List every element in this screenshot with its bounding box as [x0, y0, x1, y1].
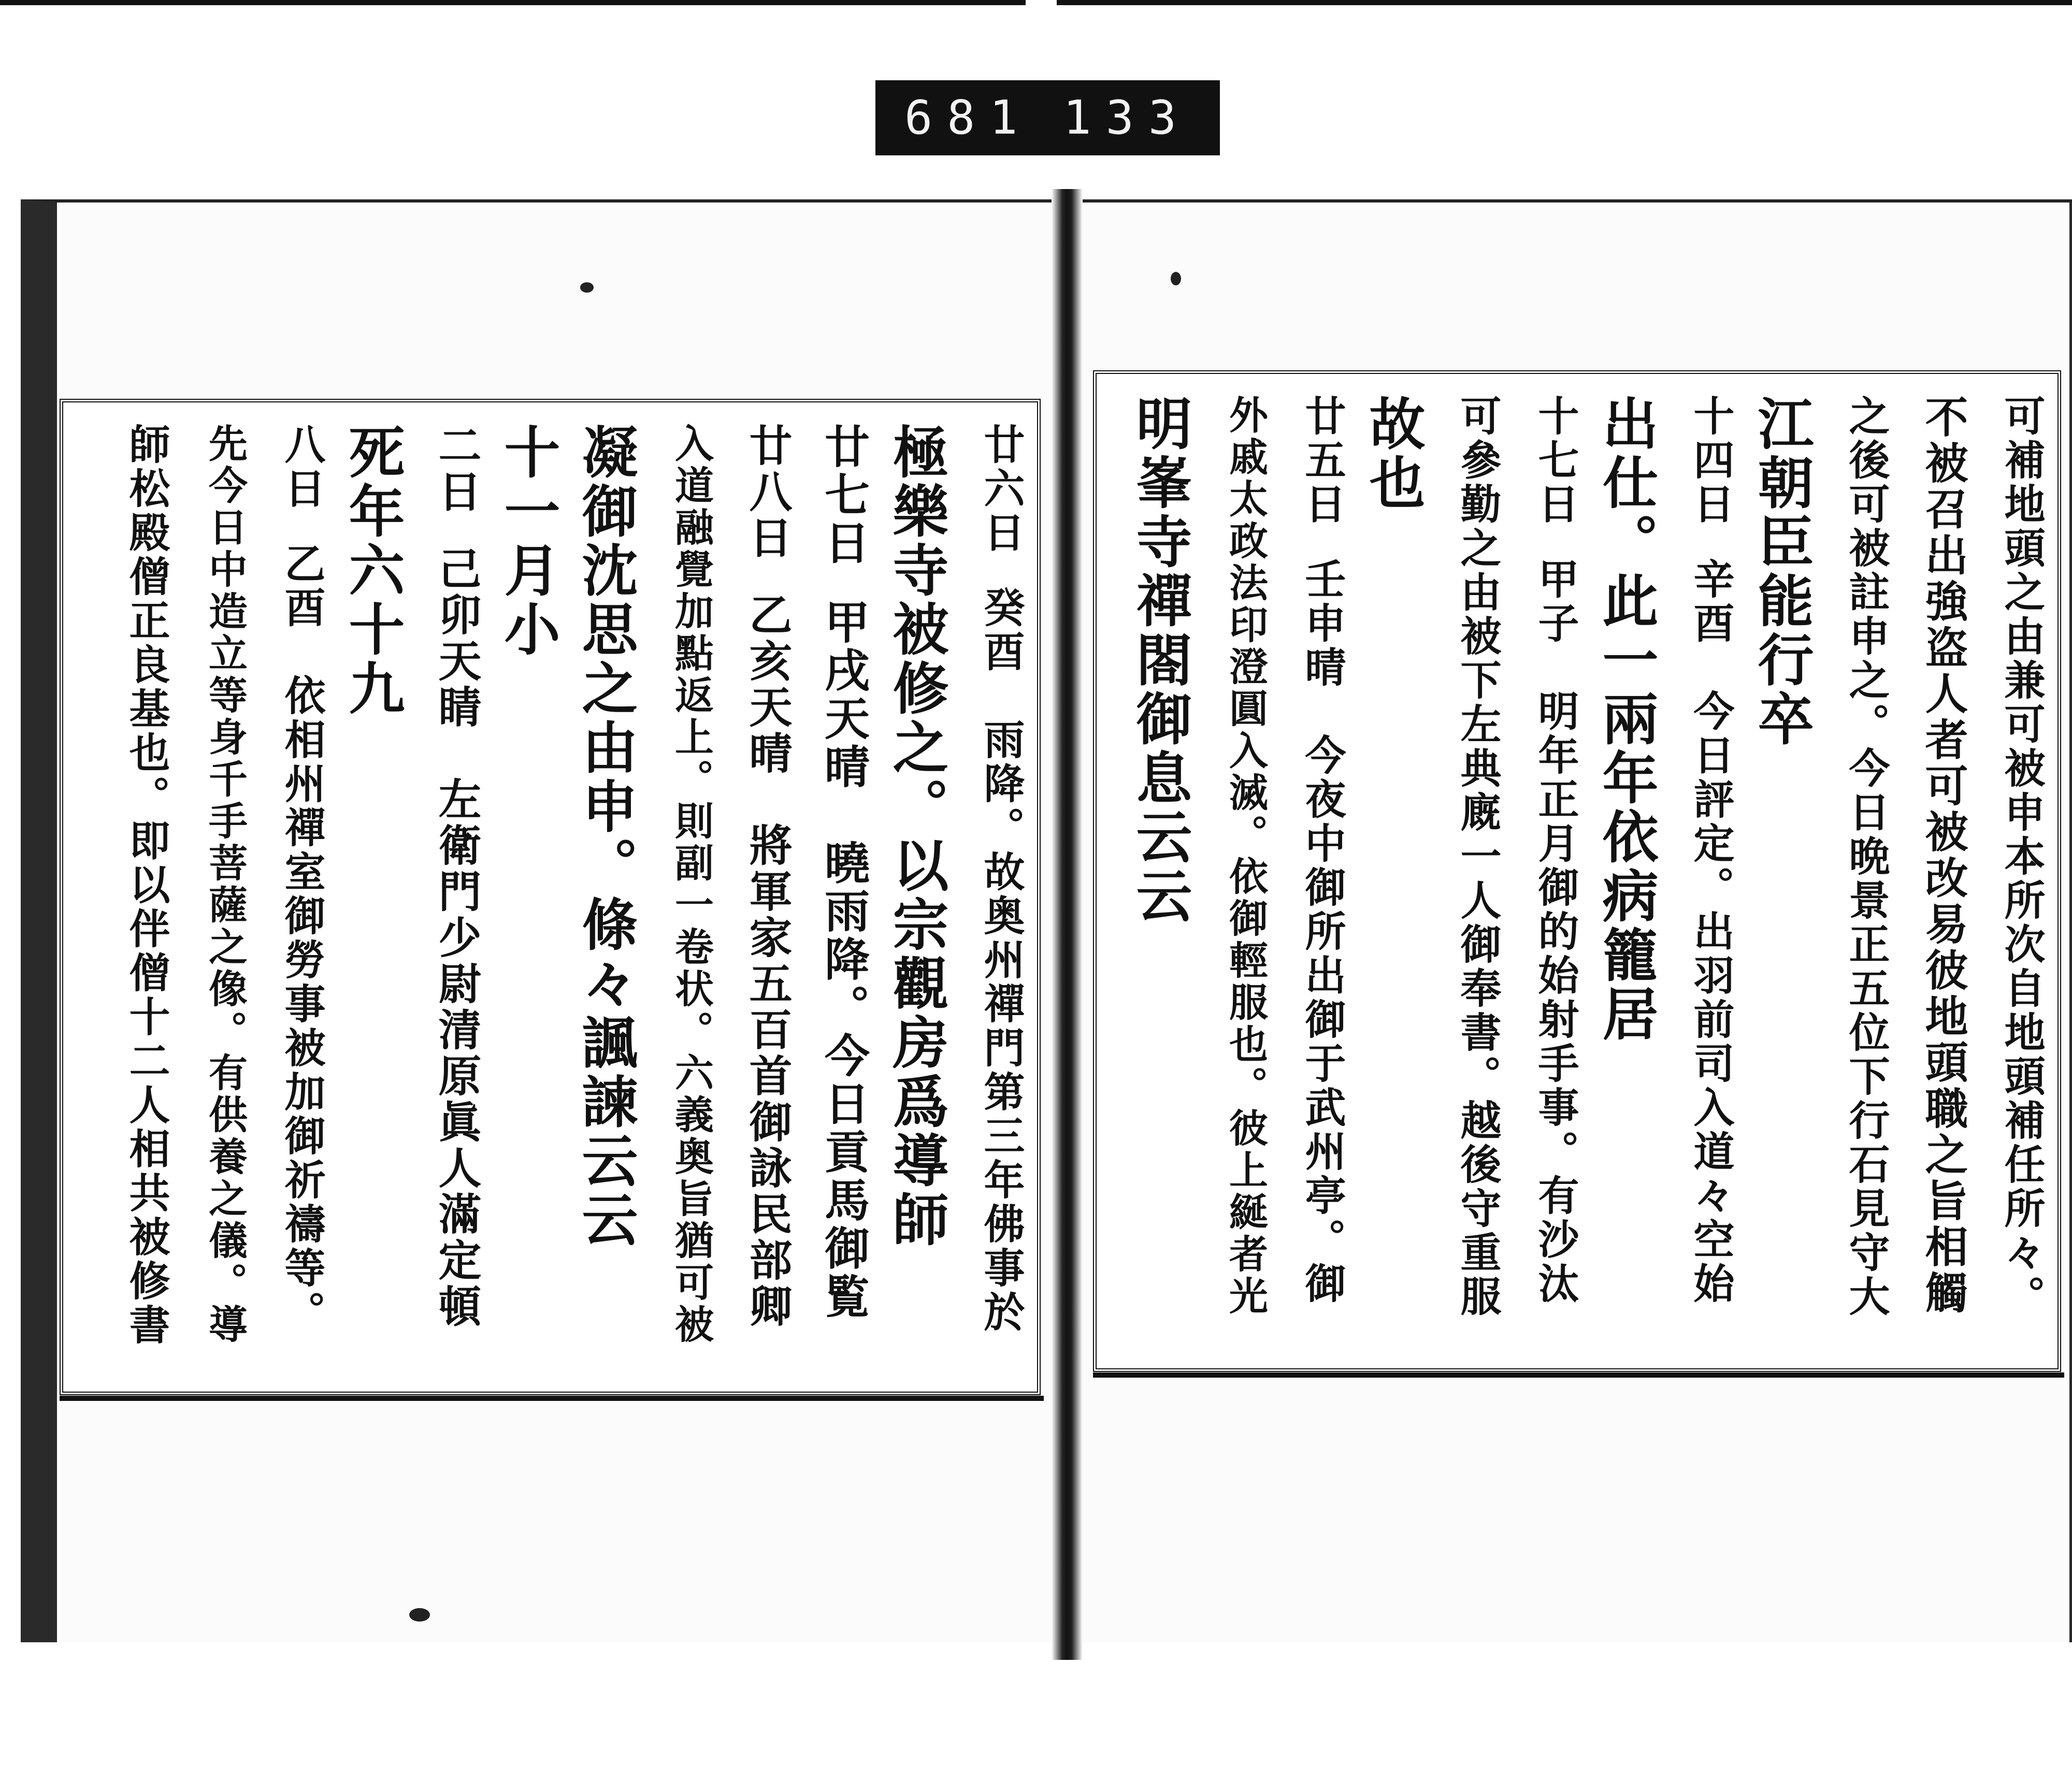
text-column — [1360, 395, 1425, 513]
entry-text: 癸酉 雨降。故奥州禪門第三年佛事於 — [977, 586, 1025, 1335]
book-gutter — [1052, 189, 1083, 1660]
text-column — [817, 423, 870, 1321]
entry-date: 十七日 — [1531, 395, 1579, 527]
entry-text: 之後可被註申之。今日晩景正五位下行石見守大 — [1842, 395, 1890, 1319]
text-column — [431, 423, 482, 1330]
text-column — [203, 423, 248, 1346]
text-column — [1223, 395, 1269, 1318]
entry-text: 己卯天睛 左衛門少尉清原眞人滿定頓 — [431, 546, 482, 1330]
entry-date: 廿六日 — [977, 423, 1025, 555]
entry-text: 甲戌天晴 曉雨降。今日貢馬御覧 — [817, 599, 870, 1321]
entry-text: 先今日中造立等身千手菩薩之像。有供養之儀。導 — [203, 423, 248, 1346]
entry-text: 入道融覺加點返上。則副一卷状。六義奥旨猶可被 — [669, 423, 714, 1346]
text-column — [122, 423, 170, 1348]
text-column — [495, 423, 560, 659]
entry-text: 乙亥天晴 將軍家五百首御詠民部卿 — [742, 592, 793, 1330]
ink-speck — [580, 282, 594, 293]
text-column — [1127, 395, 1192, 926]
text-column — [669, 423, 714, 1346]
left-bottom-rule — [60, 1396, 1044, 1401]
entry-text: 可補地頭之由兼可被申本所次自地頭補任所々。 — [1997, 395, 2046, 1319]
entry-text: 壬申晴 今夜中御所出御于武州亭。御 — [1298, 558, 1346, 1306]
entry-text: 江朝臣能行卒 — [1748, 395, 1814, 749]
top-edge-marks — [0, 0, 2072, 7]
entry-text: 故也 — [1360, 395, 1425, 513]
text-column — [572, 423, 638, 1250]
ink-speck — [1171, 272, 1181, 285]
text-column — [1842, 395, 1890, 1319]
entry-text: 出仕。此一兩年依病籠居 — [1593, 395, 1658, 1044]
entry-text: 明峯寺禪閤御息云云 — [1127, 395, 1192, 926]
entry-text: 凝御沈思之由申。條々諷諫云云 — [572, 423, 638, 1250]
ink-speck — [409, 1608, 430, 1622]
left-text-frame — [60, 399, 1041, 1395]
entry-text: 可參勤之由被下左典廐一人御奉書。越後守重服 — [1454, 395, 1502, 1319]
entry-date: 八日 — [278, 423, 326, 511]
text-column — [278, 423, 326, 1335]
frame-number-left: 681 — [904, 91, 1032, 145]
entry-text: 極樂寺被修之。以宗觀房爲導師 — [883, 423, 948, 1250]
text-column — [1687, 395, 1735, 1306]
entry-text: 不被召出強盗人者可被改易彼地頭職之旨相觸 — [1918, 395, 1968, 1317]
entry-date: 十四日 — [1687, 395, 1735, 527]
entry-text: 辛酉 今日評定。出羽前司入道々空始 — [1687, 558, 1735, 1306]
entry-date: 廿七日 — [817, 423, 870, 568]
book-spread — [10, 199, 2069, 1639]
text-column — [1593, 395, 1658, 1044]
right-text-frame — [1093, 370, 2061, 1372]
frame-number-right: 133 — [1063, 91, 1191, 145]
entry-text: 乙酉 依相州禪室御勞事被加御祈禱等。 — [278, 542, 326, 1335]
text-column — [1531, 395, 1579, 1306]
entry-text: 甲子 明年正月御的始射手事。有沙汰 — [1531, 558, 1579, 1306]
entry-date: 廿五日 — [1298, 395, 1346, 527]
microfilm-frame-label — [875, 80, 1220, 155]
text-column — [977, 423, 1025, 1335]
entry-date: 廿八日 — [742, 423, 793, 561]
text-column — [339, 423, 405, 718]
text-column — [1918, 395, 1968, 1317]
entry-text: 外戚太政法印澄圓入滅。依御輕服也。彼上綖者光 — [1223, 395, 1269, 1318]
text-column — [1997, 395, 2046, 1319]
entry-text: 死年六十九 — [339, 423, 405, 718]
right-bottom-rule — [1093, 1372, 2064, 1378]
text-column — [1298, 395, 1346, 1306]
text-column — [1454, 395, 1502, 1319]
text-column — [742, 423, 793, 1330]
entry-date: 二日 — [431, 423, 482, 515]
entry-text: 師松殿僧正良基也。即以伴僧十二人相共被修書 — [122, 423, 170, 1348]
text-column — [883, 423, 948, 1250]
text-column — [1748, 395, 1814, 749]
entry-text: 十一月小 — [495, 423, 560, 659]
